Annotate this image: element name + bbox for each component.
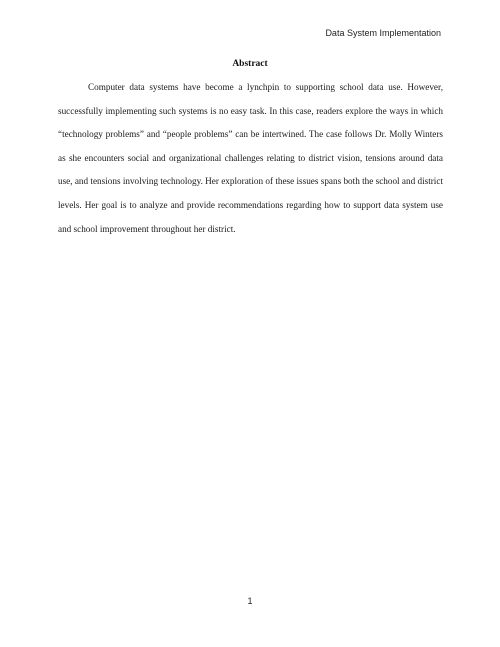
abstract-paragraph: Computer data systems have become a lynchpin to supporting school data use. However, successfully implementing such systems is no easy task. In this case, readers explore the ways in which “technology problems” and “people problems” can be intertwined. The case follows Dr. Molly Winters as she encounters social and organizational challenges relating to district vision, tensions around data use, and tensions involving technology. Her exploration of these issues spans both the school and district levels. Her goal is to analyze and provide recommendations regarding how to support data system use and school improvement throughout her district. (58, 82, 443, 234)
abstract-title: Abstract (232, 59, 268, 69)
page-number: 1 (247, 596, 253, 606)
running-head: Data System Implementation (325, 28, 441, 38)
